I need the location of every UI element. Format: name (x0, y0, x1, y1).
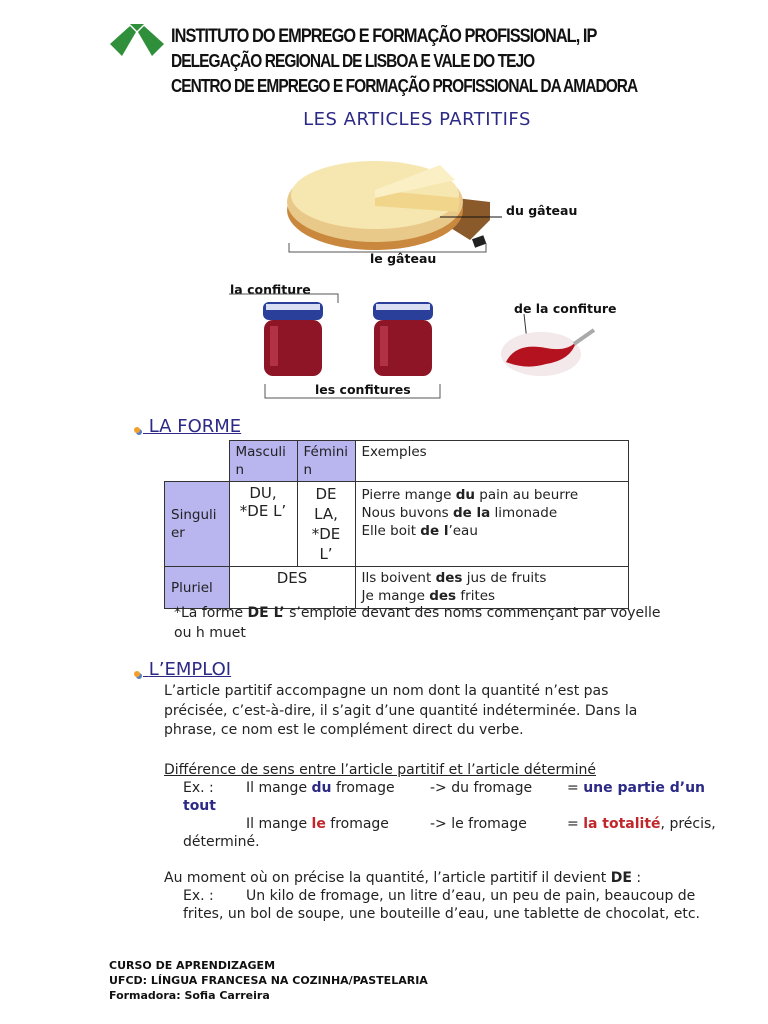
iefp-logo (108, 22, 166, 58)
col-header-exemples: Exemples (355, 441, 628, 482)
example1-result-cont: tout (183, 798, 216, 814)
section-emploi (143, 659, 231, 680)
difference-heading: Différence de sens entre l’article partitif et l’article déterminé (164, 762, 597, 778)
cake-illustration (280, 140, 500, 260)
row-header-singulier: Singuli er (165, 482, 230, 567)
sing-examples: Pierre mange du pain au beurre Nous buvons de la limonade Elle boit de l’eau (355, 482, 628, 567)
table-corner (165, 441, 230, 482)
footer-course: CURSO DE APRENDIZAGEM (109, 959, 276, 972)
label-le-gateau: le gâteau (370, 251, 437, 266)
note-de-l: *La forme DE L’ s’emploie devant des noms commençant par voyelle ou h muet (174, 605, 661, 641)
label-de-la-confiture: de la confiture (514, 301, 617, 316)
quantity-ex-label: Ex. : (183, 888, 214, 904)
label-la-confiture: la confiture (230, 282, 311, 297)
emploi-paragraph: L’article partitif accompagne un nom dont la quantité n’est pas précisée, c’est-à-dire, il s’agit d’une quantité indéterminée. Dans la phrase, ce nom est le complément direct du verbe. (164, 683, 638, 738)
ex-label: Ex. : (183, 780, 214, 796)
quantity-example-cont: frites, un bol de soupe, une bouteille d’eau, une tablette de chocolat, etc. (183, 906, 700, 922)
jam-jar-1 (258, 296, 328, 380)
header-delegation: DELEGAÇÃO REGIONAL DE LISBOA E VALE DO TEJO (171, 51, 535, 71)
example2-result: = la totalité, précis, (567, 816, 716, 832)
quantity-rule: Au moment où on précise la quantité, l’article partitif il devient DE : (164, 870, 642, 886)
footer-trainer: Formadora: Sofia Carreira (109, 989, 270, 1002)
quantity-example: Un kilo de fromage, un litre d’eau, un peu de pain, beaucoup de (246, 888, 696, 904)
section-la-forme-label: LA FORME (148, 416, 242, 437)
col-header-feminin: Fémini n (297, 441, 355, 482)
sing-feminin-forms: DE LA, *DE L’ (297, 482, 355, 567)
example2-arrow: -> le fromage (430, 816, 527, 832)
plur-examples: Ils boivent des jus de fruits Je mange des frites (355, 567, 628, 609)
plur-forms: DES (229, 567, 355, 609)
label-du-gateau: du gâteau (506, 203, 578, 218)
jam-jar-2 (368, 296, 438, 380)
example2-result-cont: déterminé. (183, 834, 260, 850)
footer-ufcd: UFCD: LÍNGUA FRANCESA NA COZINHA/PASTELARIA (109, 974, 428, 987)
jam-spoon (486, 312, 596, 382)
sing-masculin-forms: DU, *DE L’ (229, 482, 297, 567)
example1-sentence: Il mange du fromage (246, 780, 395, 796)
label-les-confitures: les confitures (315, 382, 411, 397)
page-title: LES ARTICLES PARTITIFS (303, 109, 531, 130)
forme-table (164, 440, 629, 609)
col-header-masculin: Masculi n (229, 441, 297, 482)
bullet-icon (134, 671, 140, 677)
row-header-pluriel: Pluriel (165, 567, 230, 609)
example1-result: = une partie d’un (567, 780, 705, 796)
section-emploi-label: L’EMPLOI (148, 659, 232, 680)
header-center: CENTRO DE EMPREGO E FORMAÇÃO PROFISSIONAL DA AMADORA (171, 76, 638, 96)
section-la-forme (143, 416, 241, 437)
example1-arrow: -> du fromage (430, 780, 533, 796)
header-institute: INSTITUTO DO EMPREGO E FORMAÇÃO PROFISSIONAL, IP (171, 26, 597, 47)
bullet-icon (134, 427, 140, 433)
example2-sentence: Il mange le fromage (246, 816, 389, 832)
